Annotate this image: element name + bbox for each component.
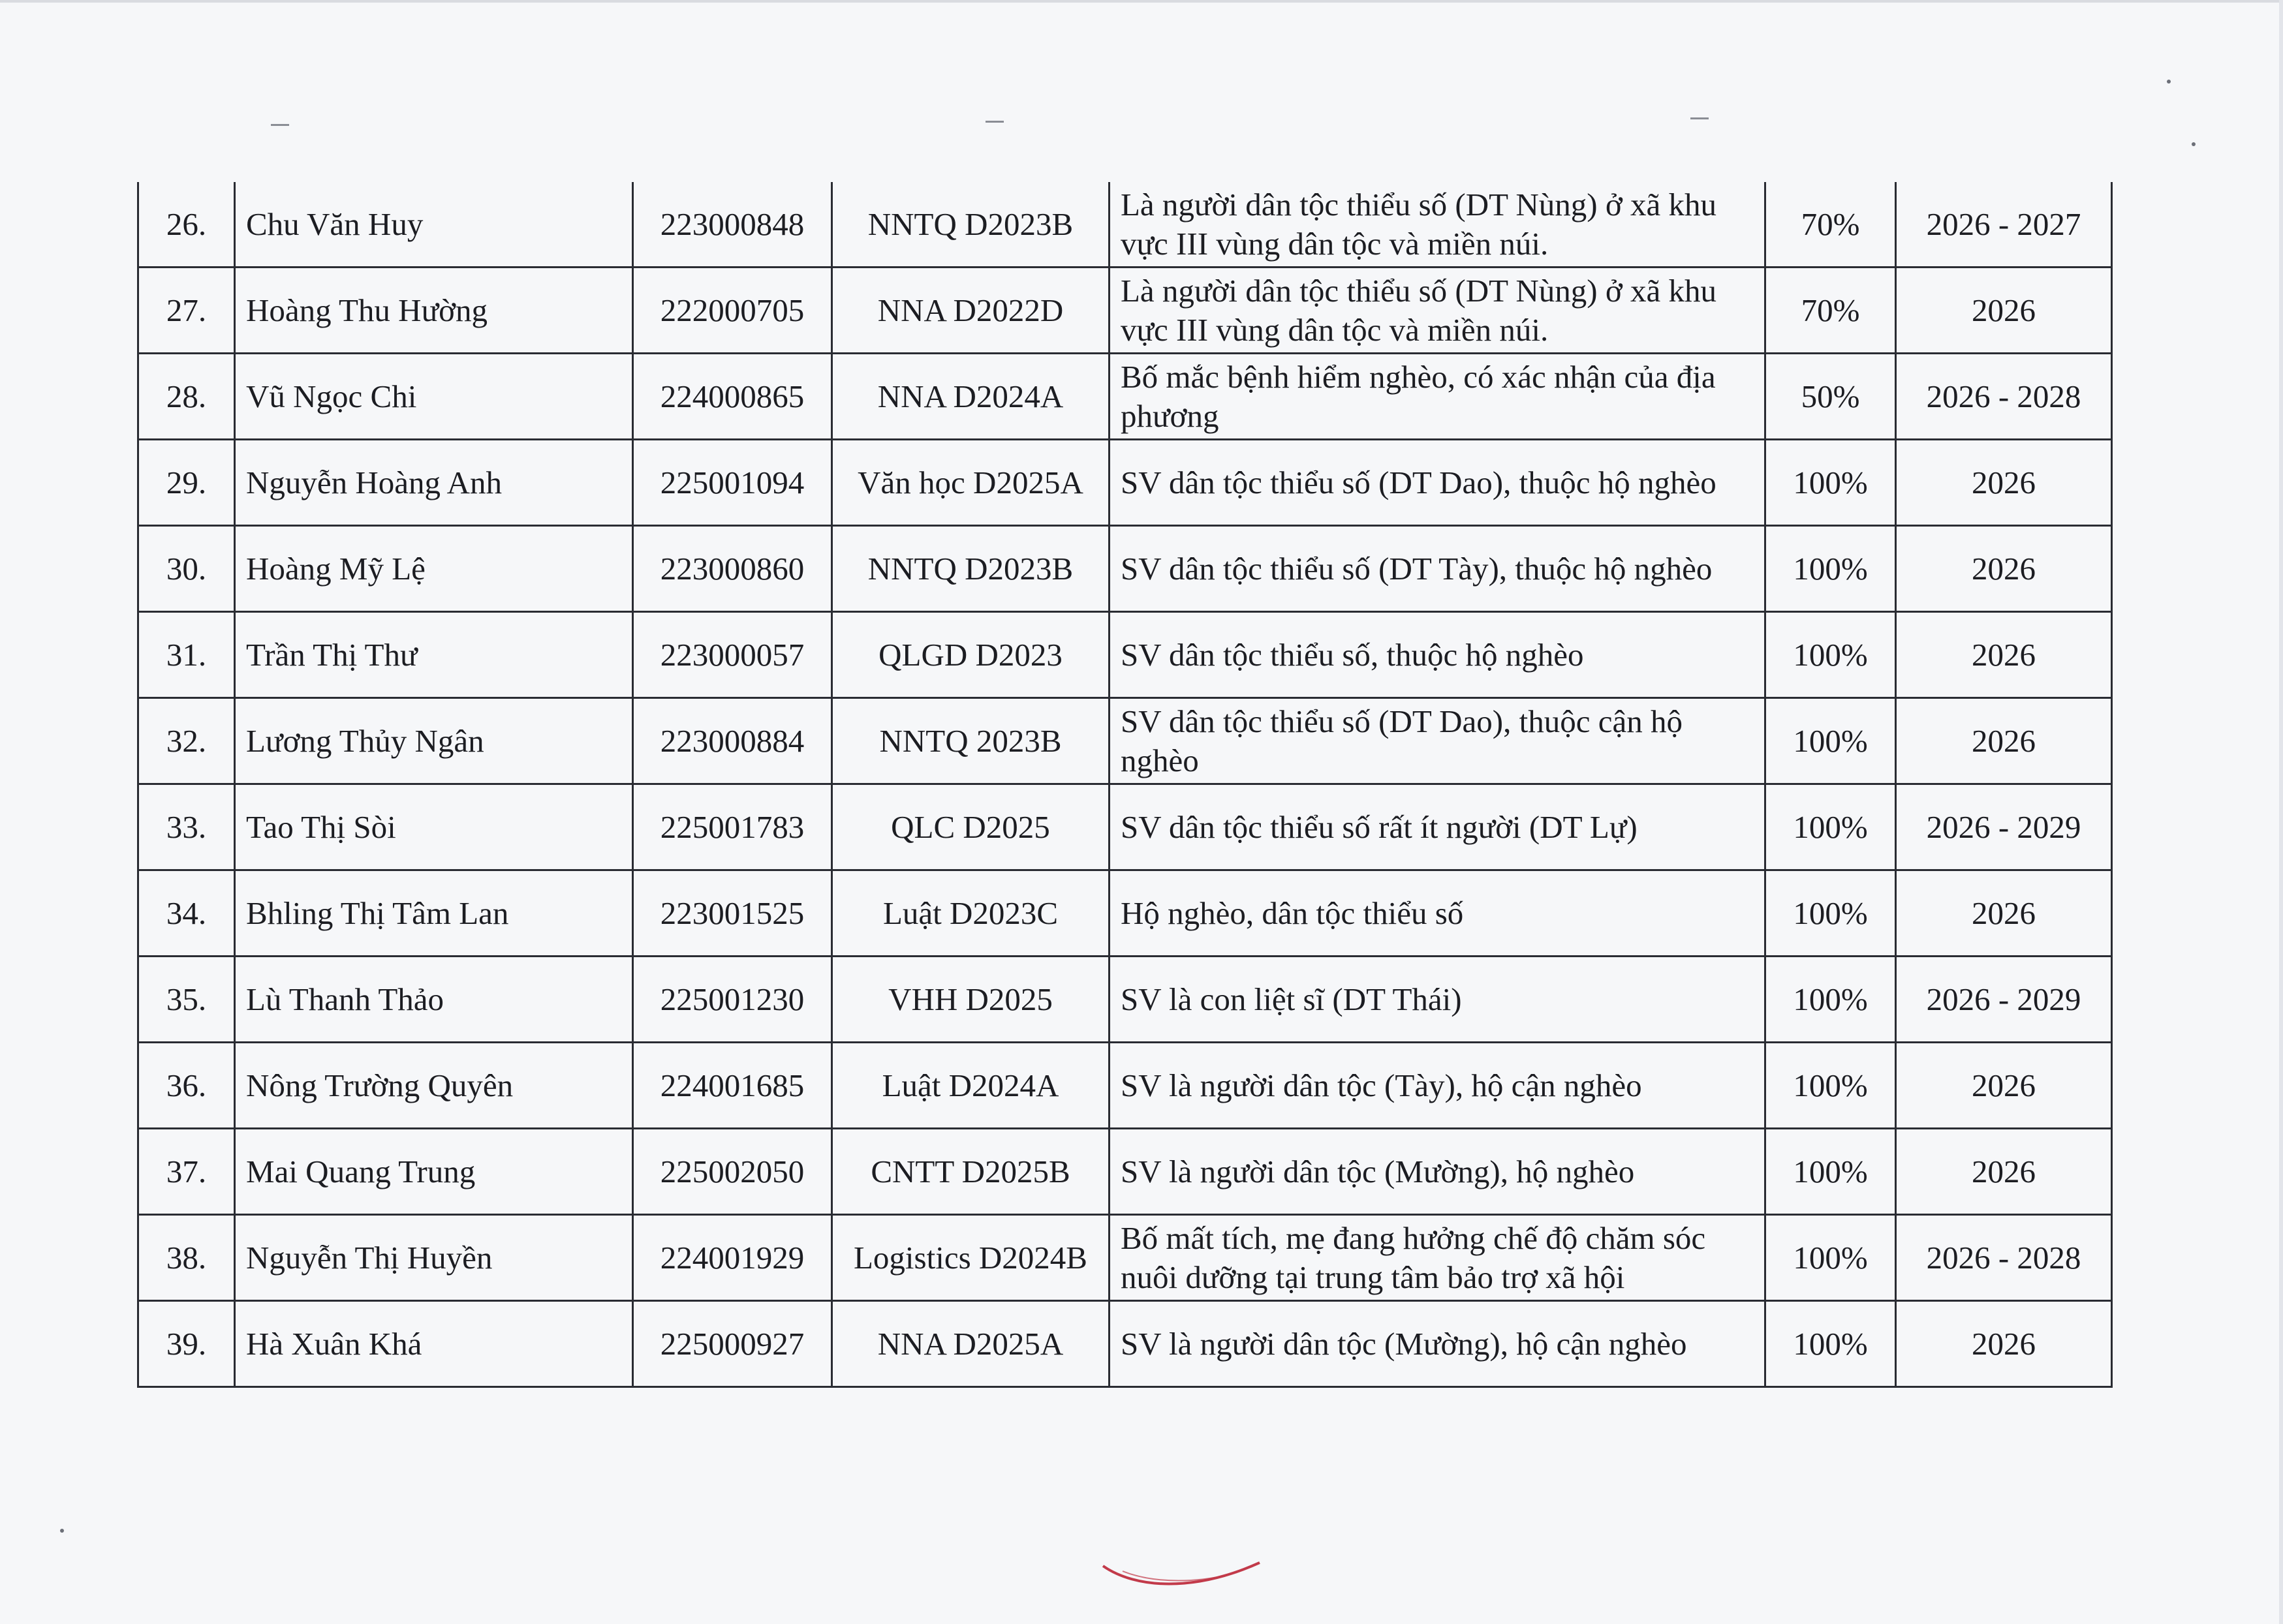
support-years-cell: 2026: [1896, 612, 2112, 698]
scan-mark: [1690, 117, 1709, 119]
class-code-cell: QLC D2025: [832, 784, 1110, 870]
student-id-cell: 223000848: [633, 182, 832, 268]
support-percent-cell: 100%: [1765, 526, 1896, 612]
support-reason-cell: Là người dân tộc thiểu số (DT Nùng) ở xã khu vực III vùng dân tộc và miền núi.: [1110, 268, 1765, 354]
student-name-cell: Hoàng Mỹ Lệ: [235, 526, 633, 612]
support-years-cell: 2026 - 2027: [1896, 182, 2112, 268]
support-percent-cell: 100%: [1765, 957, 1896, 1043]
student-id-cell: 224001929: [633, 1215, 832, 1301]
scan-speck: [2167, 80, 2171, 84]
row-number-cell: 37.: [138, 1129, 235, 1215]
row-number-cell: 34.: [138, 870, 235, 957]
student-id-cell: 224000865: [633, 354, 832, 440]
support-reason-cell: Bố mất tích, mẹ đang hưởng chế độ chăm sóc nuôi dưỡng tại trung tâm bảo trợ xã hội: [1110, 1215, 1765, 1301]
student-id-cell: 225001230: [633, 957, 832, 1043]
support-percent-cell: 100%: [1765, 612, 1896, 698]
student-id-cell: 222000705: [633, 268, 832, 354]
student-name-cell: Tao Thị Sòi: [235, 784, 633, 870]
class-code-cell: NNTQ 2023B: [832, 698, 1110, 784]
class-code-cell: CNTT D2025B: [832, 1129, 1110, 1215]
student-id-cell: 223000860: [633, 526, 832, 612]
class-code-cell: NNTQ D2023B: [832, 182, 1110, 268]
student-name-cell: Hoàng Thu Hường: [235, 268, 633, 354]
row-number-cell: 27.: [138, 268, 235, 354]
class-code-cell: Luật D2023C: [832, 870, 1110, 957]
support-reason-cell: SV là con liệt sĩ (DT Thái): [1110, 957, 1765, 1043]
support-percent-cell: 100%: [1765, 698, 1896, 784]
row-number-cell: 28.: [138, 354, 235, 440]
support-percent-cell: 100%: [1765, 1129, 1896, 1215]
row-number-cell: 38.: [138, 1215, 235, 1301]
support-percent-cell: 70%: [1765, 268, 1896, 354]
support-years-cell: 2026 - 2028: [1896, 1215, 2112, 1301]
support-years-cell: 2026: [1896, 440, 2112, 526]
scan-right-edge: [2279, 0, 2283, 1624]
support-percent-cell: 70%: [1765, 182, 1896, 268]
support-years-cell: 2026: [1896, 1043, 2112, 1129]
student-name-cell: Mai Quang Trung: [235, 1129, 633, 1215]
scan-mark: [271, 124, 289, 126]
support-years-cell: 2026: [1896, 268, 2112, 354]
row-number-cell: 29.: [138, 440, 235, 526]
support-percent-cell: 100%: [1765, 440, 1896, 526]
table-row: [138, 1043, 2112, 1129]
support-years-cell: 2026 - 2028: [1896, 354, 2112, 440]
support-percent-cell: 100%: [1765, 1043, 1896, 1129]
table-row: [138, 870, 2112, 957]
row-number-cell: 31.: [138, 612, 235, 698]
support-reason-cell: Bố mắc bệnh hiểm nghèo, có xác nhận của địa phương: [1110, 354, 1765, 440]
table-row: [138, 354, 2112, 440]
student-id-cell: 225001094: [633, 440, 832, 526]
support-reason-cell: SV dân tộc thiểu số (DT Dao), thuộc hộ nghèo: [1110, 440, 1765, 526]
table-row: [138, 698, 2112, 784]
student-name-cell: Chu Văn Huy: [235, 182, 633, 268]
class-code-cell: VHH D2025: [832, 957, 1110, 1043]
student-id-cell: 223001525: [633, 870, 832, 957]
support-reason-cell: SV là người dân tộc (Mường), hộ cận nghèo: [1110, 1301, 1765, 1387]
table-row: [138, 268, 2112, 354]
student-id-cell: 223000884: [633, 698, 832, 784]
class-code-cell: NNA D2022D: [832, 268, 1110, 354]
row-number-cell: 26.: [138, 182, 235, 268]
support-reason-cell: SV là người dân tộc (Tày), hộ cận nghèo: [1110, 1043, 1765, 1129]
support-reason-cell: Là người dân tộc thiểu số (DT Nùng) ở xã khu vực III vùng dân tộc và miền núi.: [1110, 182, 1765, 268]
scan-speck: [60, 1529, 64, 1533]
support-years-cell: 2026: [1896, 870, 2112, 957]
student-name-cell: Nguyễn Thị Huyền: [235, 1215, 633, 1301]
support-percent-cell: 100%: [1765, 1301, 1896, 1387]
row-number-cell: 35.: [138, 957, 235, 1043]
student-id-cell: 225002050: [633, 1129, 832, 1215]
scan-mark: [986, 121, 1004, 123]
row-number-cell: 36.: [138, 1043, 235, 1129]
student-id-cell: 223000057: [633, 612, 832, 698]
support-reason-cell: SV dân tộc thiểu số, thuộc hộ nghèo: [1110, 612, 1765, 698]
row-number-cell: 39.: [138, 1301, 235, 1387]
class-code-cell: NNTQ D2023B: [832, 526, 1110, 612]
table-row: [138, 526, 2112, 612]
support-years-cell: 2026: [1896, 1129, 2112, 1215]
support-years-cell: 2026 - 2029: [1896, 784, 2112, 870]
student-name-cell: Bhling Thị Tâm Lan: [235, 870, 633, 957]
student-name-cell: Vũ Ngọc Chi: [235, 354, 633, 440]
student-name-cell: Lù Thanh Thảo: [235, 957, 633, 1043]
support-reason-cell: SV dân tộc thiểu số rất ít người (DT Lự): [1110, 784, 1765, 870]
support-percent-cell: 100%: [1765, 784, 1896, 870]
table-row: [138, 957, 2112, 1043]
class-code-cell: QLGD D2023: [832, 612, 1110, 698]
support-years-cell: 2026 - 2029: [1896, 957, 2112, 1043]
table-row: [138, 1129, 2112, 1215]
support-percent-cell: 100%: [1765, 1215, 1896, 1301]
row-number-cell: 33.: [138, 784, 235, 870]
student-name-cell: Nguyễn Hoàng Anh: [235, 440, 633, 526]
table-row: [138, 440, 2112, 526]
support-reason-cell: SV là người dân tộc (Mường), hộ nghèo: [1110, 1129, 1765, 1215]
class-code-cell: NNA D2024A: [832, 354, 1110, 440]
scan-speck: [2192, 142, 2196, 146]
support-reason-cell: SV dân tộc thiểu số (DT Dao), thuộc cận hộ nghèo: [1110, 698, 1765, 784]
scan-top-edge: [0, 0, 2283, 3]
table-row: [138, 1301, 2112, 1387]
table-row: [138, 784, 2112, 870]
student-name-cell: Hà Xuân Khá: [235, 1301, 633, 1387]
student-list-table: [137, 182, 2113, 1388]
class-code-cell: Văn học D2025A: [832, 440, 1110, 526]
class-code-cell: NNA D2025A: [832, 1301, 1110, 1387]
student-id-cell: 224001685: [633, 1043, 832, 1129]
support-percent-cell: 100%: [1765, 870, 1896, 957]
support-years-cell: 2026: [1896, 526, 2112, 612]
support-years-cell: 2026: [1896, 698, 2112, 784]
row-number-cell: 32.: [138, 698, 235, 784]
row-number-cell: 30.: [138, 526, 235, 612]
table-body: [138, 182, 2112, 1387]
table-row: [138, 182, 2112, 268]
class-code-cell: Logistics D2024B: [832, 1215, 1110, 1301]
class-code-cell: Luật D2024A: [832, 1043, 1110, 1129]
handwritten-initials-mark: [1096, 1553, 1266, 1599]
support-percent-cell: 50%: [1765, 354, 1896, 440]
table-row: [138, 612, 2112, 698]
student-id-cell: 225001783: [633, 784, 832, 870]
support-reason-cell: Hộ nghèo, dân tộc thiểu số: [1110, 870, 1765, 957]
student-id-cell: 225000927: [633, 1301, 832, 1387]
support-years-cell: 2026: [1896, 1301, 2112, 1387]
student-name-cell: Trần Thị Thư: [235, 612, 633, 698]
student-name-cell: Nông Trường Quyên: [235, 1043, 633, 1129]
support-reason-cell: SV dân tộc thiểu số (DT Tày), thuộc hộ nghèo: [1110, 526, 1765, 612]
student-name-cell: Lương Thủy Ngân: [235, 698, 633, 784]
table-row: [138, 1215, 2112, 1301]
